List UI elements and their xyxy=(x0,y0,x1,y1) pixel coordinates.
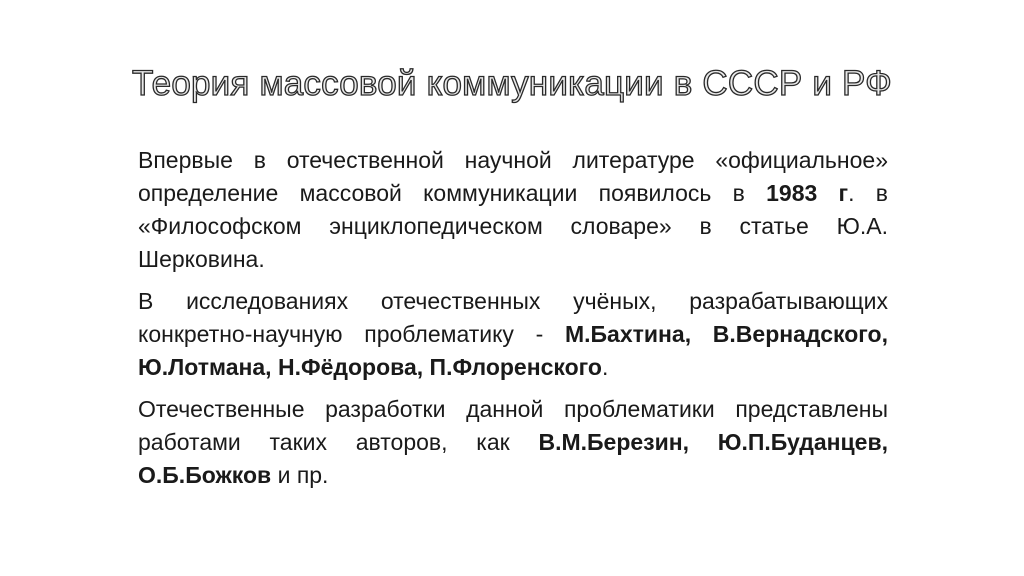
paragraph-text: Отечественные разработки данной проблематики представлены работами таких авторов, как xyxy=(138,396,888,455)
paragraph-researchers xyxy=(138,285,888,384)
paragraph-authors xyxy=(138,393,888,492)
paragraph-text: . в «Философском энциклопедическом словаре» в статье Ю.А. Шерковина. xyxy=(138,180,888,272)
slide-body xyxy=(138,144,888,501)
researcher-names: М.Бахтина, В.Вернадского, Ю.Лотмана, Н.Фёдорова, П.Флоренского xyxy=(138,321,888,380)
paragraph-text: В исследованиях отечественных учёных, разрабатывающих конкретно-научную проблематику - xyxy=(138,288,888,347)
paragraph-first-definition xyxy=(138,144,888,276)
slide-title: Теория массовой коммуникации в СССР и РФ xyxy=(132,64,892,103)
author-names: В.М.Березин, Ю.П.Буданцев, О.Б.Божков xyxy=(138,429,888,488)
paragraph-text: . xyxy=(601,354,609,380)
paragraph-text: и пр. xyxy=(271,462,329,488)
paragraph-text: Впервые в отечественной научной литературе «официальное» определение массовой коммуникации появилось в xyxy=(138,147,888,206)
year-highlight: 1983 г xyxy=(766,180,849,206)
